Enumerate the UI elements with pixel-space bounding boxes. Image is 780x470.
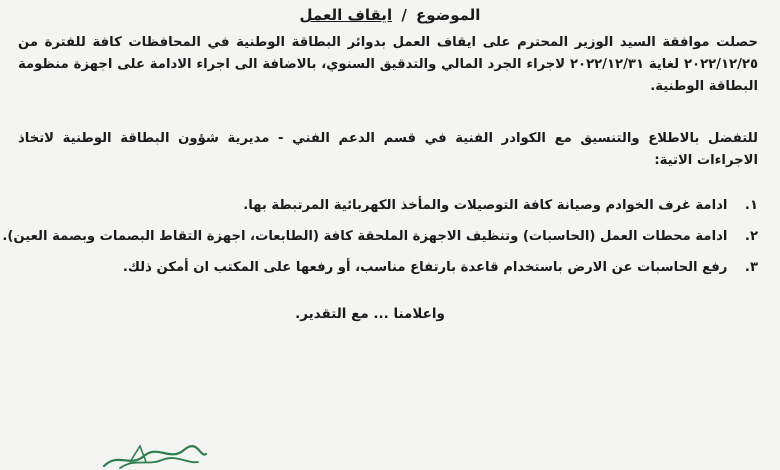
list-item: [2, 229, 758, 244]
subject-topic: ايقاف العمل: [299, 6, 393, 24]
list-item-text: رفع الحاسبات عن الارض باستخدام قاعدة بارتفاع مناسب، أو رفعها على المكتب ان أمكن ذلك.: [122, 260, 728, 275]
signature-mark: [100, 432, 210, 470]
list-item-number: ٣.: [744, 260, 758, 275]
list-item: [123, 260, 758, 275]
paragraph-instructions: للتفضل بالاطلاع والتنسيق مع الكوادر الفنية في قسم الدعم الفني - مديرية شؤون البطاقة الوطنية لاتخاذ الاجراءات الاتية:: [18, 131, 758, 168]
list-item-text: ادامة محطات العمل (الحاسبات) وتنظيف الاجهزة الملحقة كافة (الطابعات، اجهزة التقاط البصمات وبصمة العين).: [2, 229, 728, 244]
list-item-number: ١.: [744, 198, 758, 213]
list-item: [243, 198, 758, 213]
subject-label: الموضوع: [416, 6, 481, 24]
closing-line: واعلامنا ... مع التقدير.: [295, 306, 445, 322]
subject-separator: /: [401, 6, 407, 24]
subject-line: [0, 6, 780, 24]
list-item-number: ٢.: [744, 229, 758, 244]
paragraph-approval: حصلت موافقة السيد الوزير المحترم على ايقاف العمل بدوائر البطاقة الوطنية في المحافظات كافة للفترة من ٢٠٢٢/١٢/٢٥ لغاية ٢٠٢٢/١٢/٣١ لاجراء الجرد المالي والتدقيق السنوي، بالاضافة الى اجراء الادامة على اجهزة منظومة البطاقة الوطنية.: [18, 35, 758, 94]
list-item-text: ادامة غرف الخوادم وصيانة كافة التوصيلات والمأخذ الكهربائية المرتبطة بها.: [243, 198, 728, 213]
